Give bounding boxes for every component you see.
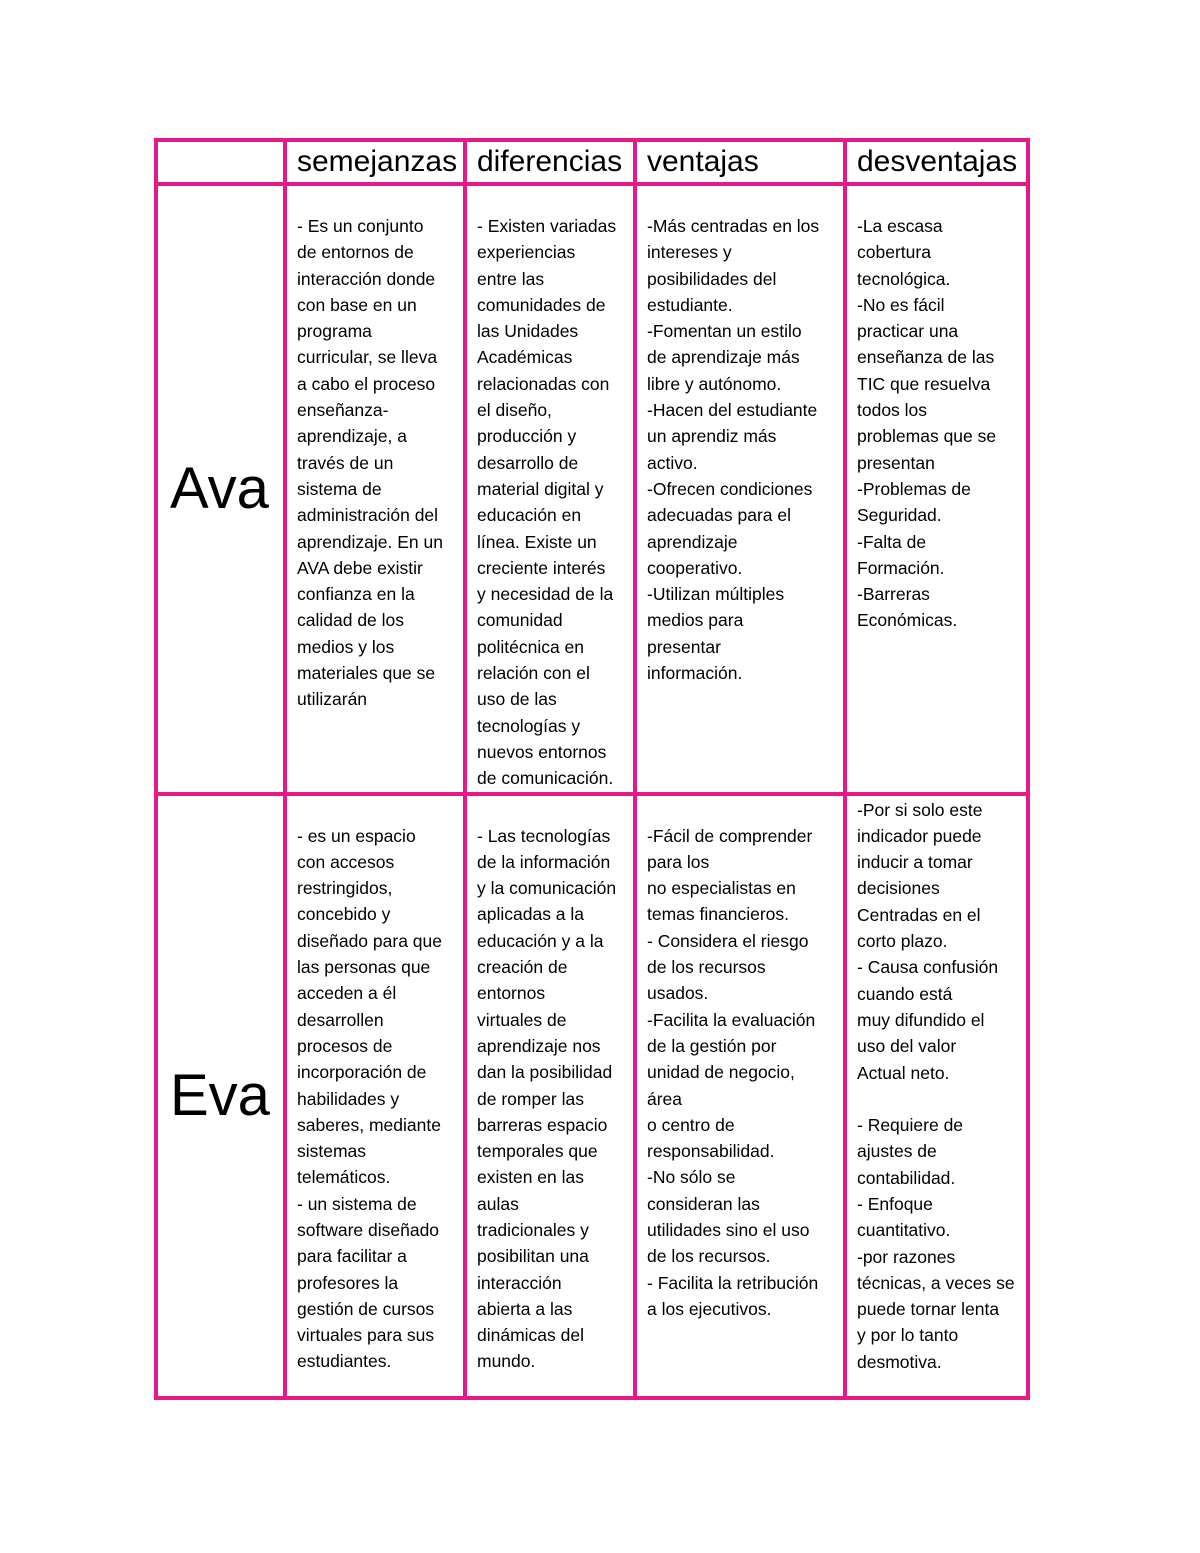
table-row-eva: [156, 794, 1028, 1398]
header-cell-corner: [156, 140, 285, 184]
table-cell: [635, 794, 845, 1398]
header-row: [156, 140, 1028, 184]
cell-text-eva-desventajas: -Por si solo este indicador puede inducir a tomar decisiones Centradas en el corto plazo. - Causa confusión cuando está muy difundido el uso del valor Actual neto. - Requiere de ajustes de contabilidad. - Enfoque cuantitativo. -por razones técnicas, a veces se puede tornar lenta y por lo tanto desmotiva.: [857, 799, 1015, 1372]
table-row-ava: [156, 184, 1028, 794]
header-cell-semejanzas: semejanzas: [285, 140, 465, 184]
table-cell: [465, 184, 635, 794]
table-cell: [635, 184, 845, 794]
row-label-eva: Eva: [170, 1062, 270, 1128]
table-cell: [845, 794, 1028, 1398]
table-cell: [285, 184, 465, 794]
header-cell-desventajas: desventajas: [845, 140, 1028, 184]
table-cell: [465, 794, 635, 1398]
comparison-table: [154, 138, 1030, 1400]
row-label-cell: [156, 794, 285, 1398]
row-label-ava: Ava: [170, 455, 269, 521]
table-cell: [845, 184, 1028, 794]
cell-text-eva-semejanzas: - es un espacio con accesos restringidos, concebido y diseñado para que las personas que acceden a él desarrollen procesos de incorporación de habilidades y saberes, mediante sistemas telemáticos. - un sistema de software diseñado para facilitar a profesores la gestión de cursos virtuales para sus estudiantes.: [297, 825, 442, 1372]
cell-text-ava-diferencias: - Existen variadas experiencias entre las comunidades de las Unidades Académicas relacionadas con el diseño, producción y desarrollo de material digital y educación en línea. Existe un creciente interés y necesidad de la comunidad politécnica en relación con el uso de las tecnologías y nuevos entornos de comunicación.: [477, 216, 617, 789]
cell-text-ava-desventajas: -La escasa cobertura tecnológica. -No es fácil practicar una enseñanza de las TIC que resuelva todos los problemas que se presentan -Problemas de Seguridad. -Falta de Formación. -Barreras Económicas.: [857, 216, 997, 631]
header-cell-diferencias: diferencias: [465, 140, 635, 184]
row-label-cell: [156, 184, 285, 794]
cell-text-ava-ventajas: -Más centradas en los intereses y posibilidades del estudiante. -Fomentan un estilo de aprendizaje más libre y autónomo. -Hacen del estudiante un aprendiz más activo. -Ofrecen condiciones adecuadas para el aprendizaje cooperativo. -Utilizan múltiples medios para presentar información.: [647, 216, 820, 684]
table-cell: [285, 794, 465, 1398]
cell-text-eva-ventajas: -Fácil de comprender para los no especialistas en temas financieros. - Considera el riesgo de los recursos usados. -Facilita la evaluación de la gestión por unidad de negocio, área o centro de responsabilidad. -No sólo se consideran las utilidades sino el uso de los recursos. - Facilita la retribución a los ejecutivos.: [647, 825, 819, 1319]
header-cell-ventajas: ventajas: [635, 140, 845, 184]
cell-text-ava-semejanzas: - Es un conjunto de entornos de interacción donde con base en un programa curricular, se lleva a cabo el proceso enseñanza- aprendizaje, a través de un sistema de administración del aprendizaje. En un AVA debe existir confianza en la calidad de los medios y los materiales que se utilizarán: [297, 216, 443, 710]
cell-text-eva-diferencias: - Las tecnologías de la información y la comunicación aplicadas a la educación y a la creación de entornos virtuales de aprendizaje nos dan la posibilidad de romper las barreras espacio temporales que existen en las aulas tradicionales y posibilitan una interacción abierta a las dinámicas del mundo.: [477, 825, 617, 1372]
